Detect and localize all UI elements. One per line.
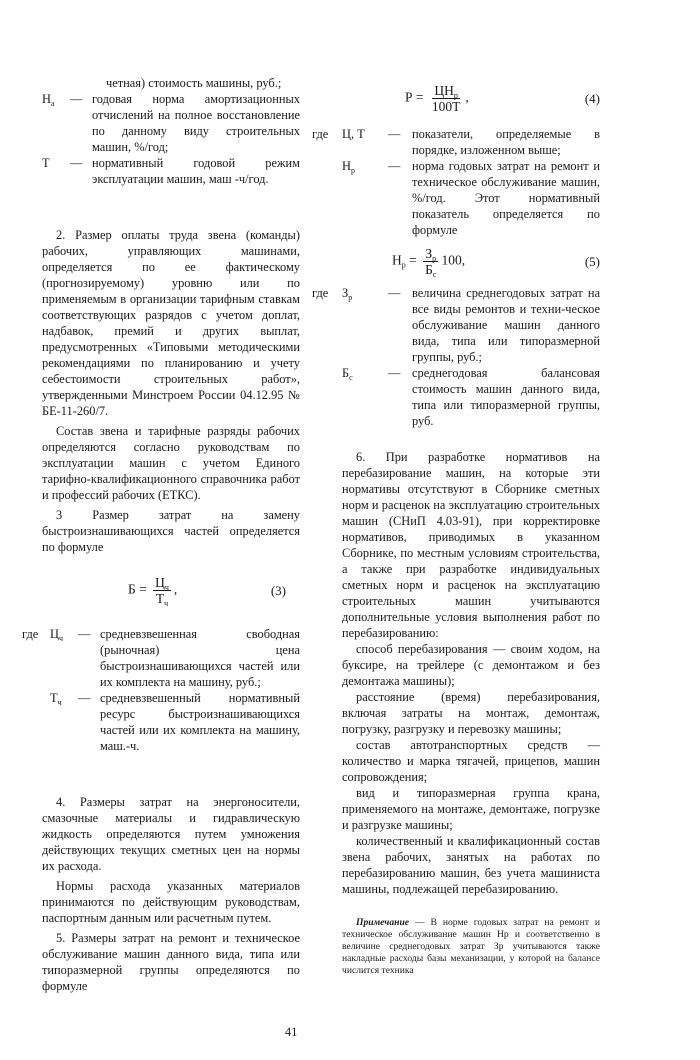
- paragraph-5: 5. Размеры затрат на ремонт и техническое обслуживание машин данного вида, типа или типоразмерной группы определяются по формуле: [42, 931, 300, 993]
- list-item: количественный и квалификационный состав звена рабочих, занятых на работах по перебазированию машин, без учета машиниста машины, подлежащей перебазированию.: [342, 834, 600, 896]
- definition-Cch: [22, 626, 300, 690]
- formula-3-row: [42, 575, 300, 606]
- definition-text: средневзвешенный нормативный ресурс быстроизнашивающихся частей или их комплекта на машину, маш.-ч.: [100, 691, 300, 753]
- definition-text: годовая норма амортизационных отчислений на полное восстановление по данному виду строительных машин, %/год;: [92, 92, 300, 154]
- definition-T: [22, 155, 300, 187]
- equation-number-5: (5): [584, 253, 600, 269]
- definition-Tch: [22, 690, 300, 754]
- list-item: расстояние (время) перебазирования, включая затраты на монтаж, демонтаж, погрузку, разгрузку и перевозку машины;: [342, 690, 600, 736]
- list-item: состав автотранспортных средств — количество и марка тягачей, прицепов, машин сопровождения;: [342, 738, 600, 784]
- fraction: [423, 246, 438, 277]
- symbol-sub: а: [50, 99, 55, 108]
- symbol-sub: р: [348, 293, 353, 302]
- symbol-sub: ч: [57, 698, 62, 707]
- dash: —: [388, 286, 401, 300]
- numerator: З: [425, 246, 433, 261]
- definition-C-T: [312, 126, 600, 158]
- paragraph-4b: Нормы расхода указанных материалов принимаются по действующим руководствам, паспортным данным или расчетным путем.: [42, 879, 300, 925]
- numerator-sub: р: [432, 254, 437, 263]
- definition-text: нормативный годовой режим эксплуатации машин, маш -ч/год.: [92, 156, 300, 186]
- paragraph-2: 2. Размер оплаты труда звена (команды) рабочих, управляющих машинами, определяется по ее фактическому (прогнозируемому) уровню или по применяемым в организации тарифным ставкам соответствующих разрядов с учетом доплат, надбавок, премий и других выплат, предусмотренных «Типовыми методическими рекомендациями по планированию и учету себестоимости строительных работ», утвержденными Минстроем России 04.12.95 № БЕ-11-260/7.: [42, 228, 300, 418]
- paragraph-4: 4. Размеры затрат на энергоносители, смазочные материалы и гидравлическую жидкость определяются путем умножения действующих текущих сметных цен на нормы их расхода.: [42, 795, 300, 873]
- footnote-text: — В норме годовых затрат на ремонт и техническое обслуживание машин Нр и соответственно в величине среднегодовых затрат Зр учитываются также накладные расходы базы механизации, у которой на балансе числится техника: [342, 917, 600, 976]
- equation-number-4: (4): [584, 90, 600, 106]
- formula-lhs: Б =: [128, 581, 147, 597]
- formula-4: [405, 83, 469, 114]
- definition-Bc: [312, 365, 600, 429]
- formula-tail: 100,: [441, 252, 466, 268]
- dash: —: [70, 92, 83, 106]
- symbol: Ц, Т: [342, 127, 365, 141]
- paragraph-2b: Состав звена и тарифные разряды рабочих определяются согласно руководствам по эксплуатации машин с учетом Единого тарифно-квалификационного справочника работ и профессий рабочих (ЕТКС).: [42, 424, 300, 502]
- definition-text: показатели, определяемые в порядке, изложенном выше;: [412, 127, 600, 157]
- left-column: [22, 75, 300, 994]
- where-label: где: [312, 286, 329, 300]
- definition-text: среднегодовая балансовая стоимость машин данного вида, типа или типоразмерной группы, руб.: [412, 366, 600, 428]
- formula-5: [392, 246, 465, 277]
- symbol: Н: [42, 92, 51, 106]
- fraction: [430, 83, 463, 114]
- dash: —: [388, 366, 401, 380]
- formula-lhs: Н: [392, 252, 402, 268]
- formula-3: [128, 575, 177, 606]
- columns: [0, 75, 700, 994]
- dash: —: [78, 691, 91, 705]
- denominator-sub: с: [432, 270, 437, 279]
- definition-Zp: [312, 285, 600, 365]
- formula-5-row: [342, 246, 600, 277]
- denominator-sub: ч: [164, 599, 169, 608]
- paragraph-6: 6. При разработке нормативов на перебазирование машин, на которые эти нормативы отсутствуют в Сборнике сметных норм и расценок на эксплуатацию строительных машин (СНиП 4.03-91), при корректировке нормативов, приводимых в указанном Сборнике, по местным условиям строительства, а также при разработке индивидуальных сметных норм и расценок на эксплуатацию строительных машин учитываются дополнительные условия выполнения работ по перебазированию:: [342, 450, 600, 640]
- numerator-sub: р: [453, 91, 458, 100]
- list-item: способ перебазирования — своим ходом, на буксире, на трейлере (с демонтажом и без демонтажа машины);: [342, 642, 600, 688]
- numerator: ЦН: [434, 83, 454, 98]
- continuation-text: четная) стоимость машины, руб.;: [106, 76, 282, 90]
- dash: —: [388, 159, 401, 173]
- footnote-label: Примечание: [356, 917, 410, 928]
- definition-text: норма годовых затрат на ремонт и техническое обслуживание машин, %/год. Этот нормативный показатель определяется по формуле: [412, 159, 600, 237]
- symbol-sub: с: [349, 373, 353, 382]
- denominator: Т: [155, 591, 165, 606]
- right-column: [312, 75, 600, 977]
- symbol: Н: [342, 159, 351, 173]
- paragraph-3: 3 Размер затрат на замену быстроизнашивающихся частей определяется по формуле: [42, 508, 300, 554]
- formula-4-row: [342, 83, 600, 114]
- list-item: вид и типоразмерная группа крана, применяемого на монтаже, демонтаже, погрузке и разгрузке машины;: [342, 786, 600, 832]
- footer: [0, 994, 700, 1060]
- formula-tail: ,: [173, 581, 178, 597]
- page-number: 41: [285, 1025, 298, 1039]
- symbol: Ц: [50, 627, 59, 641]
- where-label: где: [22, 627, 39, 641]
- definition-text: величина среднегодовых затрат на все виды ремонтов и техни-ческое обслуживание машин данного вида, типа или типоразмерной группы, руб.;: [412, 286, 600, 364]
- denominator: 100Т: [431, 99, 461, 114]
- fraction: [153, 575, 171, 606]
- formula-tail: ,: [465, 89, 469, 105]
- dash: —: [78, 627, 91, 641]
- numerator: Ц: [155, 575, 165, 590]
- definition-Np: [312, 158, 600, 238]
- symbol-sub: р: [350, 166, 355, 175]
- numerator-sub: ч: [164, 583, 169, 592]
- symbol: Т: [50, 691, 58, 705]
- definition-Na: [22, 91, 300, 155]
- symbol-sub: ч: [58, 634, 63, 643]
- dash: —: [70, 156, 83, 170]
- symbol: З: [342, 286, 349, 300]
- formula-lhs: Р =: [405, 89, 424, 105]
- symbol: Т: [42, 156, 50, 170]
- equals: =: [409, 252, 417, 268]
- where-label: где: [312, 127, 329, 141]
- formula-lhs-sub: р: [401, 260, 406, 270]
- symbol: Б: [342, 366, 350, 380]
- dash: —: [388, 127, 401, 141]
- definition-text: средневзвешенная свободная (рыночная) цена быстроизнашивающихся частей или их комплекта на машину, руб.;: [100, 627, 300, 689]
- denominator: Б: [425, 262, 433, 277]
- equation-number-3: (3): [270, 582, 286, 598]
- footnote: [342, 917, 600, 977]
